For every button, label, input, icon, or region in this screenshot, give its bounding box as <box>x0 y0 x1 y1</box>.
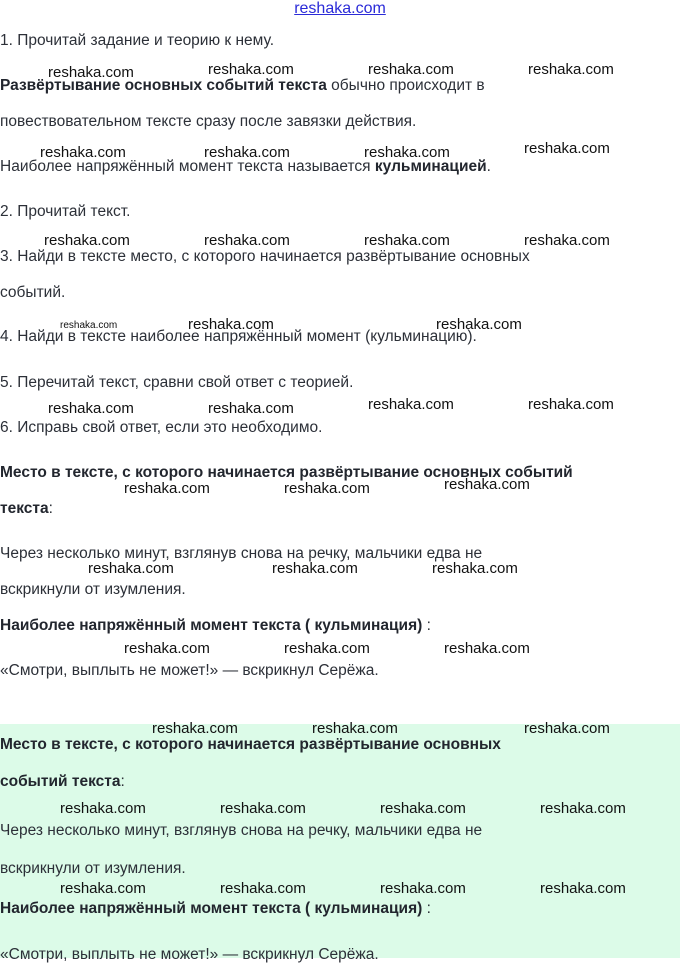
watermark: reshaka.com <box>284 640 370 657</box>
theory-paragraph-2: Наиболее напряжённый момент текста называется кульминацией. <box>0 158 491 175</box>
watermark: reshaka.com <box>540 800 626 817</box>
watermark: reshaka.com <box>124 640 210 657</box>
watermark: reshaka.com <box>40 144 126 161</box>
answer2-text-line-2: вскрикнули от изумления. <box>0 860 186 877</box>
watermark: reshaka.com <box>208 400 294 417</box>
watermark: reshaka.com <box>368 396 454 413</box>
answer1-heading: Место в тексте, с которого начинается развёртывание основных событий <box>0 464 573 481</box>
step-3-line-2: событий. <box>0 284 66 301</box>
watermark: reshaka.com <box>380 880 466 897</box>
watermark: reshaka.com <box>284 480 370 497</box>
watermark: reshaka.com <box>524 720 610 737</box>
step-4: 4. Найди в тексте наиболее напряжённый момент (кульминацию). <box>0 328 477 345</box>
answer2-climax-heading: Наиболее напряжённый момент текста ( кульминация) : <box>0 900 431 917</box>
watermark: reshaka.com <box>364 232 450 249</box>
step-5: 5. Перечитай текст, сравни свой ответ с теорией. <box>0 374 354 391</box>
watermark: reshaka.com <box>48 64 134 81</box>
answer2-heading: Место в тексте, с которого начинается развёртывание основных <box>0 736 501 753</box>
watermark: reshaka.com <box>364 144 450 161</box>
answer2-heading-line-2: событий текста: <box>0 773 125 790</box>
step-6: 6. Исправь свой ответ, если это необходимо. <box>0 419 323 436</box>
answer1-text: Через несколько минут, взглянув снова на речку, мальчики едва не <box>0 545 483 562</box>
theory-paragraph-1-line-2: повествовательном тексте сразу после завязки действия. <box>0 113 417 130</box>
watermark: reshaka.com <box>208 61 294 78</box>
watermark: reshaka.com <box>60 320 118 331</box>
watermark: reshaka.com <box>204 144 290 161</box>
watermark: reshaka.com <box>88 560 174 577</box>
watermark: reshaka.com <box>380 800 466 817</box>
watermark: reshaka.com <box>44 232 130 249</box>
watermark: reshaka.com <box>60 800 146 817</box>
watermark: reshaka.com <box>524 140 610 157</box>
answer-box <box>0 724 680 958</box>
watermark: reshaka.com <box>124 480 210 497</box>
watermark: reshaka.com <box>220 880 306 897</box>
watermark: reshaka.com <box>152 720 238 737</box>
watermark: reshaka.com <box>220 800 306 817</box>
watermark: reshaka.com <box>540 880 626 897</box>
watermark: reshaka.com <box>444 476 530 493</box>
site-link[interactable]: reshaka.com <box>294 0 386 17</box>
climax-term: кульминацией <box>374 158 487 175</box>
watermark: reshaka.com <box>432 560 518 577</box>
theory-paragraph-1: Развёртывание основных событий текста обычно происходит в <box>0 77 485 94</box>
watermark: reshaka.com <box>528 396 614 413</box>
watermark: reshaka.com <box>528 61 614 78</box>
answer2-text: Через несколько минут, взглянув снова на речку, мальчики едва не <box>0 822 483 839</box>
watermark: reshaka.com <box>48 400 134 417</box>
site-header <box>0 0 680 18</box>
answer1-text-line-2: вскрикнули от изумления. <box>0 581 186 598</box>
watermark: reshaka.com <box>188 316 274 333</box>
answer1-climax-heading: Наиболее напряжённый момент текста ( кульминация) : <box>0 617 431 634</box>
answer2-quote: «Смотри, выплыть не может!» — вскрикнул Серёжа. <box>0 946 379 963</box>
step-1: 1. Прочитай задание и теорию к нему. <box>0 32 274 49</box>
step-2: 2. Прочитай текст. <box>0 203 131 220</box>
watermark: reshaka.com <box>60 880 146 897</box>
answer1-quote: «Смотри, выплыть не может!» — вскрикнул Серёжа. <box>0 662 379 679</box>
watermark: reshaka.com <box>368 61 454 78</box>
watermark: reshaka.com <box>272 560 358 577</box>
watermark: reshaka.com <box>436 316 522 333</box>
step-3: 3. Найди в тексте место, с которого начинается развёртывание основных <box>0 248 530 265</box>
theory-term: Развёртывание основных событий текста <box>0 77 327 94</box>
answer1-heading-line-2: текста: <box>0 500 53 517</box>
watermark: reshaka.com <box>444 640 530 657</box>
watermark: reshaka.com <box>524 232 610 249</box>
watermark: reshaka.com <box>312 720 398 737</box>
watermark: reshaka.com <box>204 232 290 249</box>
